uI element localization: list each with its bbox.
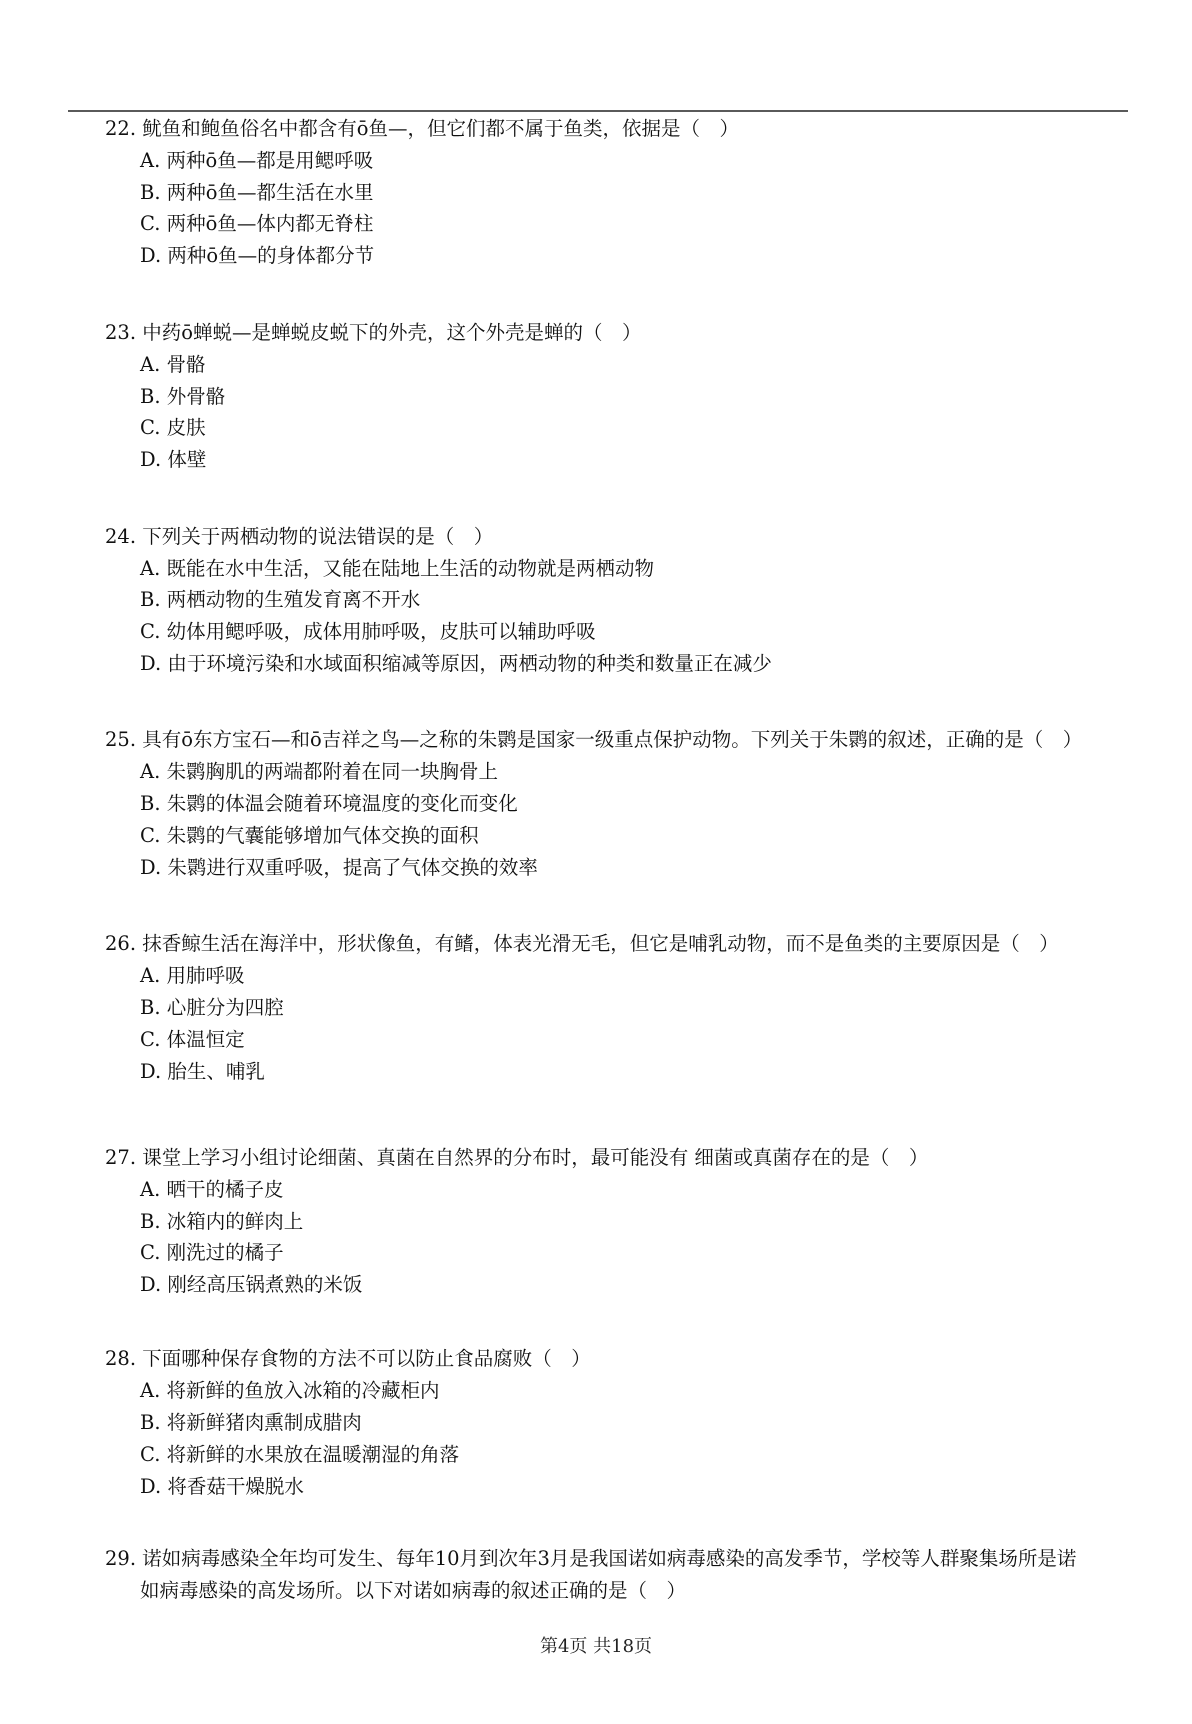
option-a: A. 朱鹮胸肌的两端都附着在同一块胸骨上 [140, 760, 498, 783]
option-c: C. 两种ō鱼—体内都无脊柱 [140, 212, 374, 235]
option-c: C. 皮肤 [140, 416, 206, 439]
question-stem: 22. 鱿鱼和鲍鱼俗名中都含有ō鱼—，但它们都不属于鱼类，依据是（ ） [105, 117, 739, 140]
option-d: D. 将香菇干燥脱水 [140, 1475, 304, 1498]
option-a: A. 骨骼 [140, 353, 206, 376]
option-b: B. 两种ō鱼—都生活在水里 [140, 181, 374, 204]
option-d: D. 刚经高压锅煮熟的米饭 [140, 1273, 363, 1296]
question-stem: 23. 中药ō蝉蜕—是蝉蜕皮蜕下的外壳，这个外壳是蝉的（ ） [105, 321, 642, 344]
page-number: 第4页 共18页 [539, 1636, 653, 1657]
option-c: C. 体温恒定 [140, 1028, 245, 1051]
option-b: B. 将新鲜猪肉熏制成腊肉 [140, 1411, 362, 1434]
option-d: D. 两种ō鱼—的身体都分节 [140, 244, 375, 267]
question-stem: 26. 抹香鲸生活在海洋中，形状像鱼，有鳍，体表光滑无毛，但它是哺乳动物，而不是鱼类的主要原因是（ ） [105, 932, 1059, 955]
option-a: A. 将新鲜的鱼放入冰箱的冷藏柜内 [140, 1379, 440, 1402]
option-c: C. 刚洗过的橘子 [140, 1241, 284, 1264]
option-c: C. 朱鹮的气囊能够增加气体交换的面积 [140, 824, 479, 847]
option-d: D. 体壁 [140, 448, 207, 471]
option-a: A. 既能在水中生活，又能在陆地上生活的动物就是两栖动物 [140, 557, 654, 580]
option-a: A. 两种ō鱼—都是用鳃呼吸 [140, 149, 374, 172]
question-stem-continued: 如病毒感染的高发场所。以下对诺如病毒的叙述正确的是（ ） [140, 1579, 687, 1602]
question-stem: 29. 诺如病毒感染全年均可发生、每年10月到次年3月是我国诺如病毒感染的高发季节，学校等人群聚集场所是诺 [105, 1547, 1077, 1570]
option-d: D. 由于环境污染和水域面积缩减等原因，两栖动物的种类和数量正在减少 [140, 652, 772, 675]
option-c: C. 幼体用鳃呼吸，成体用肺呼吸，皮肤可以辅助呼吸 [140, 620, 596, 643]
question-stem: 27. 课堂上学习小组讨论细菌、真菌在自然界的分布时，最可能没有 细菌或真菌存在的是（ ） [105, 1146, 929, 1169]
option-a: A. 晒干的橘子皮 [140, 1178, 284, 1201]
option-b: B. 冰箱内的鲜肉上 [140, 1210, 304, 1233]
option-b: B. 外骨骼 [140, 385, 226, 408]
question-stem: 25. 具有ō东方宝石—和ō吉祥之鸟—之称的朱鹮是国家一级重点保护动物。下列关于朱鹮的叙述，正确的是（ ） [105, 728, 1083, 751]
option-b: B. 朱鹮的体温会随着环境温度的变化而变化 [140, 792, 518, 815]
question-stem: 28. 下面哪种保存食物的方法不可以防止食品腐败（ ） [105, 1347, 591, 1370]
option-a: A. 用肺呼吸 [140, 964, 245, 987]
option-b: B. 心脏分为四腔 [140, 996, 284, 1019]
option-d: D. 胎生、哺乳 [140, 1060, 265, 1083]
question-stem: 24. 下列关于两栖动物的说法错误的是（ ） [105, 525, 494, 548]
option-d: D. 朱鹮进行双重呼吸，提高了气体交换的效率 [140, 856, 538, 879]
option-b: B. 两栖动物的生殖发育离不开水 [140, 588, 421, 611]
option-c: C. 将新鲜的水果放在温暖潮湿的角落 [140, 1443, 460, 1466]
